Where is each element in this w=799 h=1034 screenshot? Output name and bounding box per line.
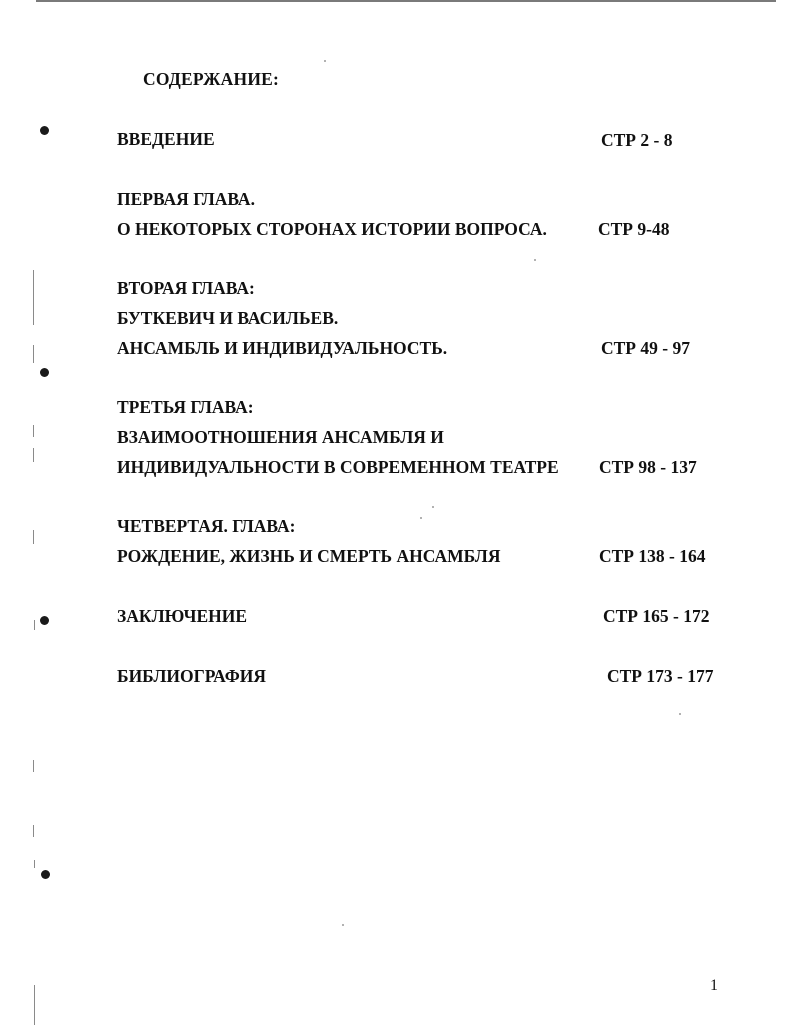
page-number: 1 <box>710 977 718 994</box>
toc-entry-chapter1-line2: О НЕКОТОРЫХ СТОРОНАХ ИСТОРИИ ВОПРОСА. <box>117 219 547 239</box>
toc-entry-conclusion-pages: СТР 165 - 172 <box>603 606 710 626</box>
punch-hole-mark <box>40 368 49 377</box>
margin-scan-line <box>34 620 35 630</box>
toc-entry-chapter2-pages: СТР 49 - 97 <box>601 338 690 358</box>
toc-entry-chapter2-line3: АНСАМБЛЬ И ИНДИВИДУАЛЬНОСТЬ. <box>117 338 448 358</box>
scan-speck <box>432 506 434 508</box>
toc-entry-chapter3-line3: ИНДИВИДУАЛЬНОСТИ В СОВРЕМЕННОМ ТЕАТРЕ <box>117 457 559 477</box>
margin-scan-line <box>33 760 34 772</box>
scan-speck <box>342 924 344 926</box>
toc-entry-conclusion-title: ЗАКЛЮЧЕНИЕ <box>117 606 248 626</box>
margin-scan-line <box>34 860 35 868</box>
margin-scan-line <box>33 345 34 363</box>
margin-scan-line <box>33 530 34 544</box>
toc-entry-chapter1-line1: ПЕРВАЯ ГЛАВА. <box>117 189 255 209</box>
toc-entry-chapter3-line2: ВЗАИМООТНОШЕНИЯ АНСАМБЛЯ И <box>117 427 444 447</box>
toc-entry-chapter3-line1: ТРЕТЬЯ ГЛАВА: <box>117 397 254 417</box>
scan-top-edge <box>36 0 776 2</box>
toc-entry-intro-pages: СТР 2 - 8 <box>601 130 673 150</box>
toc-entry-chapter2-line2: БУТКЕВИЧ И ВАСИЛЬЕВ. <box>117 308 339 328</box>
toc-entry-bibliography-pages: СТР 173 - 177 <box>607 666 714 686</box>
scan-speck <box>420 517 422 519</box>
punch-hole-mark <box>41 870 50 879</box>
scan-speck <box>534 259 536 261</box>
toc-entry-chapter1-pages: СТР 9-48 <box>598 219 670 239</box>
toc-entry-chapter4-line2: РОЖДЕНИЕ, ЖИЗНЬ И СМЕРТЬ АНСАМБЛЯ <box>117 546 501 566</box>
margin-scan-line <box>33 825 34 837</box>
margin-scan-line <box>33 270 34 325</box>
toc-entry-chapter3-pages: СТР 98 - 137 <box>599 457 697 477</box>
punch-hole-mark <box>40 126 49 135</box>
toc-entry-chapter4-pages: СТР 138 - 164 <box>599 546 706 566</box>
toc-entry-bibliography-title: БИБЛИОГРАФИЯ <box>117 666 266 686</box>
margin-scan-line <box>33 425 34 437</box>
scan-speck <box>679 713 681 715</box>
toc-heading: СОДЕРЖАНИЕ: <box>143 69 280 89</box>
margin-scan-line <box>34 985 35 1025</box>
margin-scan-line <box>33 448 34 462</box>
punch-hole-mark <box>40 616 49 625</box>
scan-speck <box>324 60 326 62</box>
toc-entry-chapter4-line1: ЧЕТВЕРТАЯ. ГЛАВА: <box>117 516 296 536</box>
toc-entry-intro-title: ВВЕДЕНИЕ <box>117 129 215 149</box>
toc-entry-chapter2-line1: ВТОРАЯ ГЛАВА: <box>117 278 255 298</box>
